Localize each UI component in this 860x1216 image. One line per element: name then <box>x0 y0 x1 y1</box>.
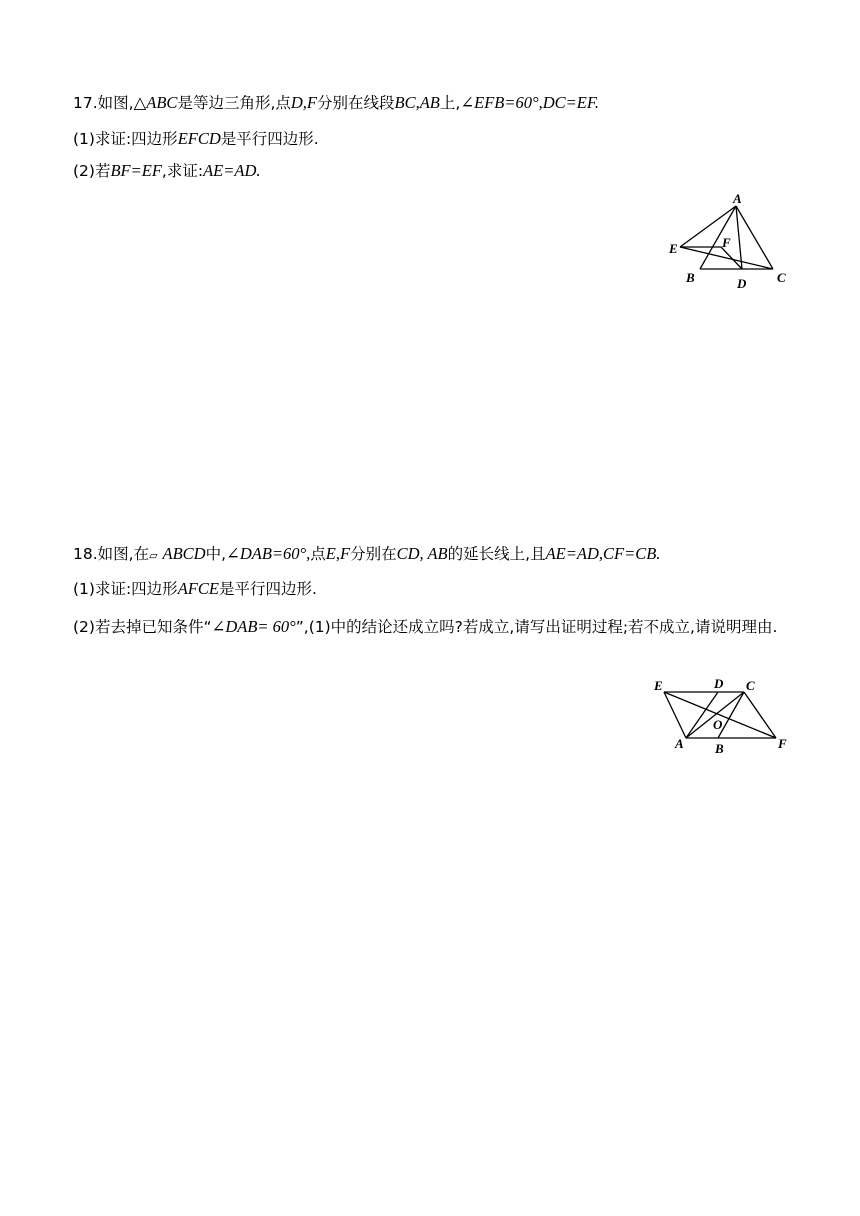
q17-part1-prefix: (1)求证:四边形 <box>73 130 178 148</box>
q17-conditions: ∠EFB=60°,DC=EF. <box>460 93 599 112</box>
q18-label-a: A <box>675 736 684 751</box>
q17-stem <box>73 92 599 114</box>
q17-text-3: 上, <box>439 94 461 112</box>
q18-points: E,F <box>325 544 351 563</box>
parallelogram-symbol: ▱ <box>149 549 158 562</box>
q17-label-b: B <box>686 270 695 285</box>
q17-label-e: E <box>669 241 678 256</box>
q17-text-1: 是等边三角形,点 <box>177 94 291 112</box>
q18-part2-text-b: ”,(1)中的结论还成立吗?若成立,请写出证明过程;若不成立,请说明理由. <box>295 618 778 636</box>
q18-text-3: 分别在 <box>350 545 397 563</box>
q18-part2-angle: ∠DAB= 60° <box>211 617 296 636</box>
q18-label-f: F <box>778 736 787 751</box>
q18-label-o: O <box>713 717 723 732</box>
q17-text-2: 分别在线段 <box>317 94 395 112</box>
q18-label-c: C <box>746 678 755 693</box>
q17-figure <box>660 192 800 296</box>
q18-part1 <box>73 578 317 600</box>
q17-part2-goal: AE=AD. <box>203 161 261 180</box>
q17-part1 <box>73 128 319 150</box>
q17-label-c: C <box>777 270 786 285</box>
q18-text-2: 点 <box>310 545 326 563</box>
q17-part2-prefix: (2)若 <box>73 162 111 180</box>
q17-label-a: A <box>733 192 742 206</box>
q18-lead: 18.如图,在 <box>73 545 150 563</box>
q18-edge-ea <box>664 692 686 738</box>
q17-label-d: D <box>737 276 747 291</box>
q17-part2-mid: ,求证: <box>161 162 204 180</box>
q18-text-1: 中, <box>205 545 227 563</box>
q17-part1-quad: EFCD <box>177 129 221 148</box>
q18-text-4: 的延长线上,且 <box>447 545 546 563</box>
q18-lines: CD, AB <box>396 544 448 563</box>
q17-lead: 17.如图, <box>73 94 134 112</box>
q17-segments: BC,AB <box>394 93 440 112</box>
q18-stem <box>73 543 660 567</box>
q18-part1-suffix: 是平行四边形. <box>218 580 317 598</box>
q17-edge-ec <box>680 247 773 269</box>
q18-part2-text-a: (2)若去掉已知条件“ <box>73 618 212 636</box>
q18-label-b: B <box>715 741 724 756</box>
q18-quad: ABCD <box>162 544 206 563</box>
q17-label-f: F <box>722 235 731 250</box>
q18-angle: ∠DAB=60°, <box>226 544 311 563</box>
q18-figure <box>648 674 798 762</box>
q17-part2-cond: BF=EF <box>110 161 162 180</box>
q18-part1-prefix: (1)求证:四边形 <box>73 580 178 598</box>
q18-part1-quad: AFCE <box>177 579 219 598</box>
q18-part2 <box>73 610 793 644</box>
q18-conds: AE=AD,CF=CB. <box>545 544 661 563</box>
q17-part1-suffix: 是平行四边形. <box>220 130 319 148</box>
q17-part2 <box>73 160 261 182</box>
q17-triangle: △ABC <box>133 93 178 112</box>
q18-label-d: D <box>714 676 724 691</box>
q18-label-e: E <box>654 678 663 693</box>
q17-points: D,F <box>290 93 317 112</box>
